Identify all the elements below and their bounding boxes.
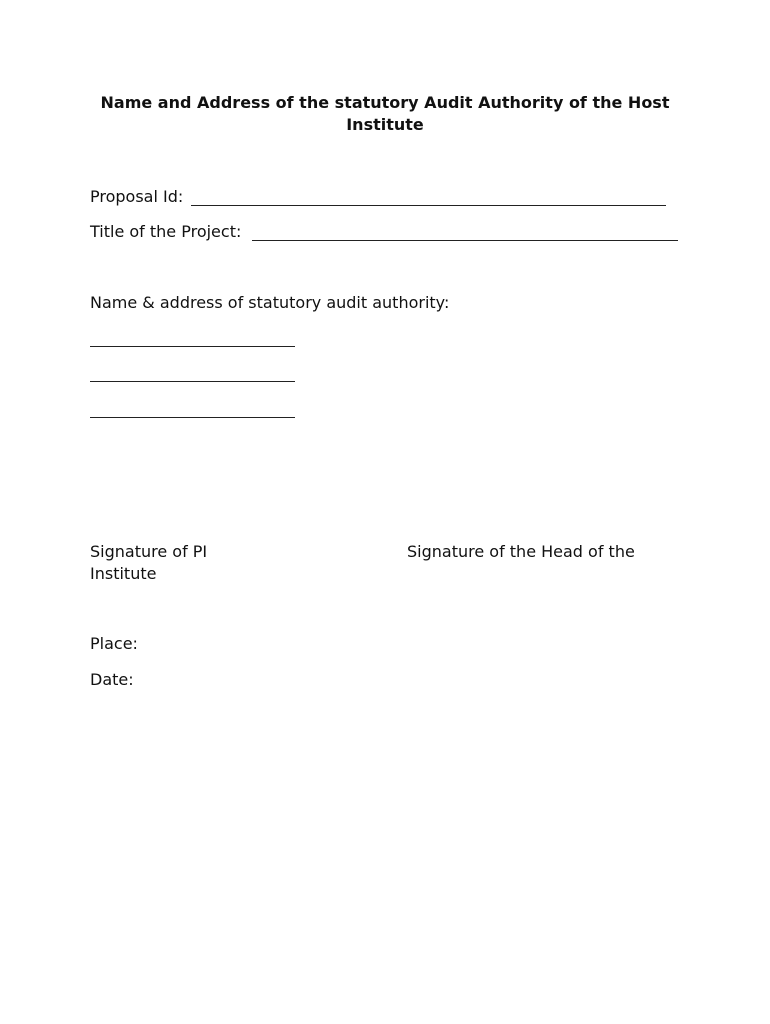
- proposal-id-label: Proposal Id:: [90, 187, 184, 206]
- institute-label: Institute: [90, 564, 157, 583]
- audit-authority-label: Name & address of statutory audit authority:: [90, 293, 450, 312]
- date-label: Date:: [90, 670, 134, 689]
- audit-authority-line-1[interactable]: [90, 346, 295, 347]
- signature-pi-label: Signature of PI: [90, 542, 208, 561]
- audit-authority-line-2[interactable]: [90, 381, 295, 382]
- project-title-label: Title of the Project:: [90, 222, 242, 241]
- signature-head-label: Signature of the Head of the: [407, 542, 635, 561]
- signature-pi-block: [90, 541, 340, 585]
- place-label: Place:: [90, 634, 138, 653]
- document-title: Name and Address of the statutory Audit Authority of the Host Institute: [100, 93, 670, 134]
- proposal-id-field[interactable]: [191, 205, 666, 206]
- audit-authority-line-3[interactable]: [90, 417, 295, 418]
- project-title-field[interactable]: [252, 240, 678, 241]
